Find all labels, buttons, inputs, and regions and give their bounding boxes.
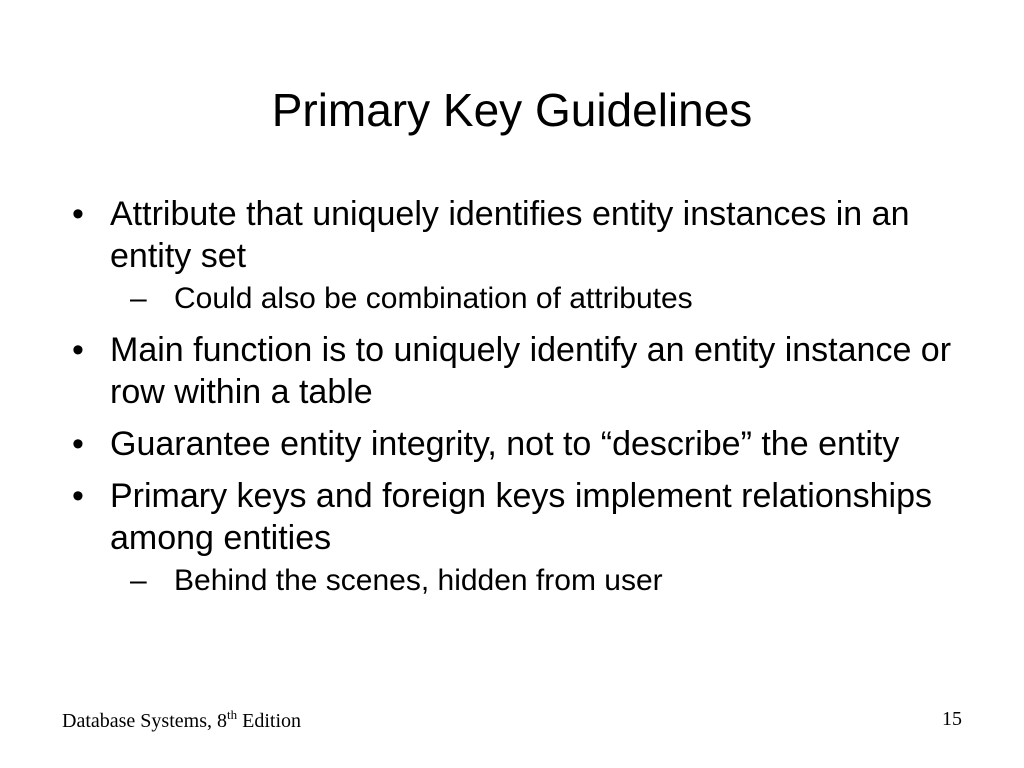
footer-book-superscript: th	[226, 707, 238, 722]
sub-bullet-list	[110, 561, 962, 601]
footer-book-title	[62, 707, 301, 735]
bullet-item	[62, 475, 962, 601]
bullet-item	[62, 329, 962, 413]
sub-bullet-marker: –	[130, 564, 147, 597]
bullet-list	[62, 193, 962, 611]
bullet-text: Main function is to uniquely identify an entity instance or row within a table	[110, 331, 952, 411]
sub-bullet-text: Behind the scenes, hidden from user	[174, 564, 663, 597]
sub-bullet-list	[110, 279, 962, 319]
bullet-item	[62, 423, 962, 465]
footer-book-suffix: Edition	[237, 710, 301, 732]
bullet-text: Primary keys and foreign keys implement relationships among entities	[110, 477, 933, 557]
bullet-marker: •	[72, 331, 84, 369]
footer-book-prefix: Database Systems, 8	[62, 710, 227, 732]
bullet-marker: •	[72, 477, 84, 515]
bullet-text: Attribute that uniquely identifies entity instances in an entity set	[110, 195, 910, 275]
sub-bullet-item	[130, 561, 962, 601]
bullet-item	[62, 193, 962, 319]
bullet-marker: •	[72, 425, 84, 463]
slide-title: Primary Key Guidelines	[271, 84, 753, 136]
page-number: 15	[942, 708, 962, 730]
bullet-text: Guarantee entity integrity, not to “describe” the entity	[110, 425, 900, 463]
sub-bullet-marker: –	[130, 282, 147, 315]
bullet-marker: •	[72, 195, 84, 233]
sub-bullet-item	[130, 279, 962, 319]
sub-bullet-text: Could also be combination of attributes	[174, 282, 693, 315]
